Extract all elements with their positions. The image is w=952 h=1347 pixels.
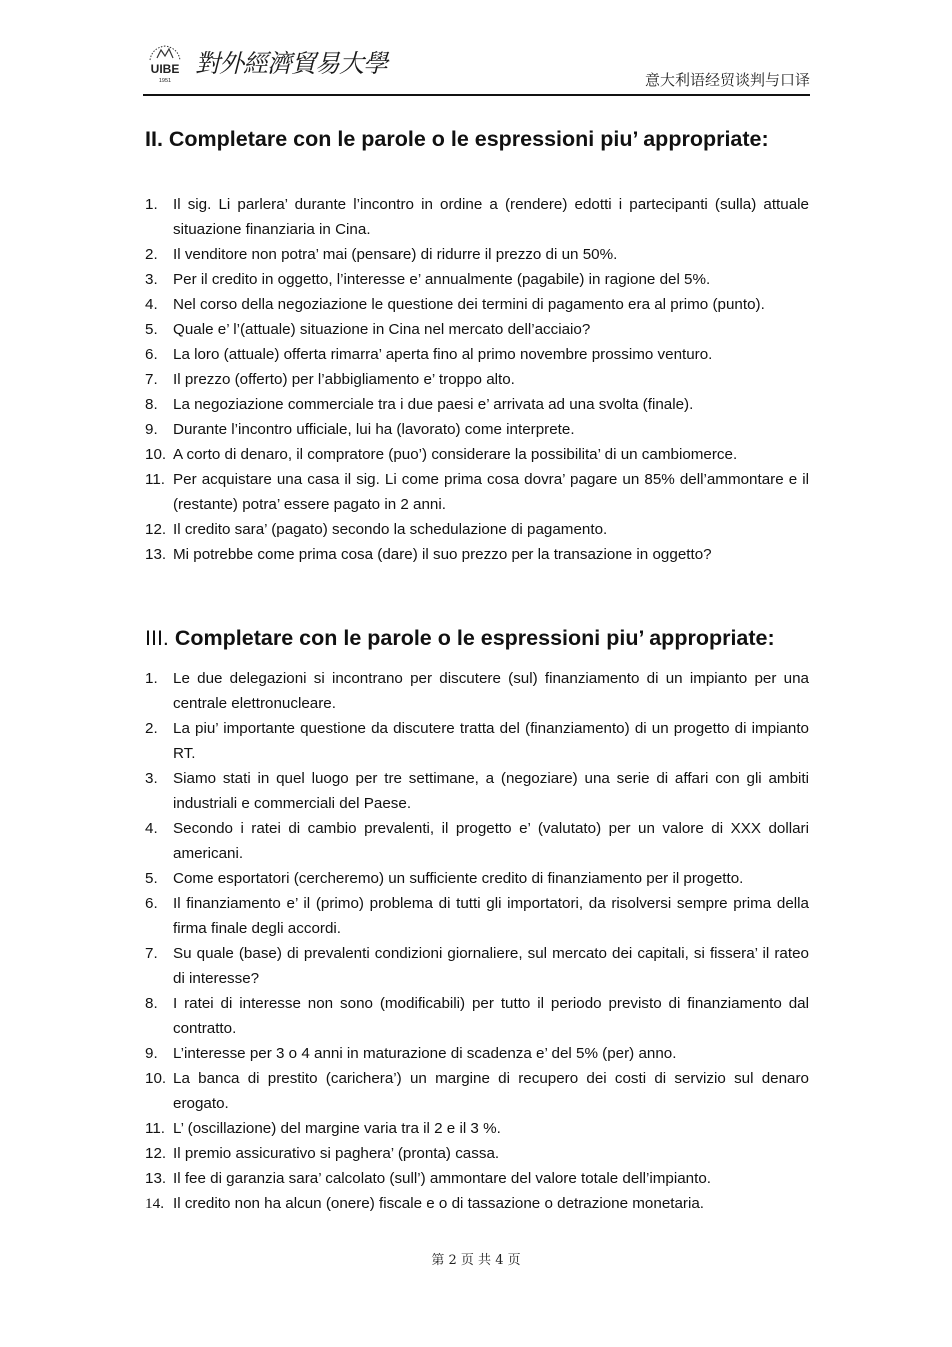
item-text: Le due delegazioni si incontrano per discutere (sul) finanziamento di un impianto per una centrale elettronucleare. [173,670,809,712]
list-item [145,666,809,716]
list-item [145,392,809,417]
list-item [145,517,809,542]
item-text: Il credito non ha alcun (onere) fiscale e o di tassazione o detrazione monetaria. [173,1195,705,1212]
list-item [145,1041,809,1066]
item-text: Quale e’ l’(attuale) situazione in Cina nel mercato dell’acciaio? [173,321,591,338]
section-3-list [145,666,809,1216]
item-text: Il sig. Li parlera’ durante l’incontro in ordine a (rendere) edotti i partecipanti (sulla) attuale situazione finanziaria in Cina. [173,196,809,238]
item-number: 3. [145,271,158,288]
list-item [145,716,809,766]
section-3-title [145,626,775,651]
section-3-title-text: Completare con le parole o le espressioni piu’ appropriate: [174,626,775,650]
item-number: 5. [145,870,158,887]
item-number: 12. [145,1145,167,1162]
list-item [145,991,809,1041]
item-text: Il venditore non potra’ mai (pensare) di ridurre il prezzo di un 50%. [173,246,618,263]
item-number: 2. [145,246,158,263]
section-2-list [145,192,809,567]
item-number: 13. [145,1170,167,1187]
list-item [145,1166,809,1191]
item-number: 1. [145,196,158,213]
list-item [145,1066,809,1116]
list-item [145,816,809,866]
list-item [145,866,809,891]
item-text: Il fee di garanzia sara’ calcolato (sull’) ammontare del valore totale dell’impianto. [173,1170,712,1187]
item-text: Siamo stati in quel luogo per tre settimane, a (negoziare) una serie di affari con gli ambiti industriali e commerciali del Paese. [173,770,809,812]
list-item [145,542,809,567]
item-number: 10. [145,1070,167,1087]
page-number-footer: 第 2 页 共 4 页 [431,1253,521,1268]
list-item [145,417,809,442]
page-header [143,38,810,96]
item-text: La loro (attuale) offerta rimarra’ aperta fino al primo novembre prossimo venturo. [173,346,713,363]
list-item [145,292,809,317]
list-item [145,242,809,267]
item-text: L’interesse per 3 o 4 anni in maturazione di scadenza e’ del 5% (per) anno. [173,1045,677,1062]
list-item [145,1116,809,1141]
list-item [145,1141,809,1166]
university-logo [143,40,187,84]
list-item [145,442,809,467]
list-item [145,941,809,991]
logo-text: UIBE [150,62,180,76]
item-text: Durante l’incontro ufficiale, lui ha (lavorato) come interprete. [173,421,575,438]
logo-year: 1951 [158,78,172,84]
item-text: La negoziazione commerciale tra i due paesi e’ arrivata ad una svolta (finale). [173,396,694,413]
item-number: 11. [145,471,165,488]
list-item [145,891,809,941]
item-number: 9. [145,1045,158,1062]
item-number: 7. [145,945,158,962]
item-number: 7. [145,371,158,388]
item-number: 6. [145,346,158,363]
item-text: Il finanziamento e’ il (primo) problema di tutti gli importatori, da risolversi sempre prima della firma finale degli accordi. [173,895,809,937]
list-item [145,367,809,392]
item-number: 8. [145,396,158,413]
list-item [145,317,809,342]
item-text: A corto di denaro, il compratore (puo’) considerare la possibilita’ di un cambiomerce. [173,446,738,463]
item-text: Secondo i ratei di cambio prevalenti, il progetto e’ (valutato) per un valore di XXX dollari americani. [173,820,809,862]
item-text: Mi potrebbe come prima cosa (dare) il suo prezzo per la transazione in oggetto? [173,546,712,563]
item-text: I ratei di interesse non sono (modificabili) per tutto il periodo previsto di finanziamento dal contratto. [173,995,809,1037]
list-item [145,342,809,367]
item-number: 6. [145,895,158,912]
list-item [145,192,809,242]
item-number: 10. [145,446,167,463]
item-text: Per il credito in oggetto, l’interesse e’ annualmente (pagabile) in ragione del 5%. [173,271,711,288]
item-number: 4. [145,296,158,313]
item-number: 4. [145,820,158,837]
item-text: La piu’ importante questione da discutere tratta del (finanziamento) di un progetto di impianto RT. [173,720,809,762]
item-number: 3. [145,770,158,787]
list-item [145,467,809,517]
item-number: 9. [145,421,158,438]
item-number: 1. [145,670,158,687]
item-text: Per acquistare una casa il sig. Li come prima cosa dovra’ pagare un 85% dell’ammontare e il (restante) potra’ essere pagato in 2 anni. [173,471,809,513]
item-number: 2. [145,720,158,737]
item-text: La banca di prestito (carichera’) un margine di recupero dei costi di servizio sul denaro erogato. [173,1070,809,1112]
item-number: 14. [145,1195,164,1212]
item-text: Su quale (base) di prevalenti condizioni giornaliere, sul mercato dei capitali, si fissera’ il rateo di interesse? [173,945,809,987]
list-item [145,1191,809,1216]
item-text: Il premio assicurativo si paghera’ (pronta) cassa. [173,1145,500,1162]
university-name-calligraphy: 對外經濟貿易大學 [195,49,388,78]
section-2-title: II. Completare con le parole o le espressioni piu’ appropriate: [145,127,769,151]
item-number: 12. [145,521,167,538]
item-text: L’ (oscillazione) del margine varia tra il 2 e il 3 %. [173,1120,501,1137]
item-text: Il prezzo (offerto) per l’abbigliamento e’ troppo alto. [173,371,515,388]
section-3-numeral: III. [145,626,169,650]
item-number: 5. [145,321,158,338]
item-number: 13. [145,546,167,563]
course-title: 意大利语经贸谈判与口译 [644,71,810,89]
item-number: 11. [145,1120,165,1137]
item-text: Nel corso della negoziazione le questione dei termini di pagamento era al primo (punto). [173,296,765,313]
list-item [145,766,809,816]
list-item [145,267,809,292]
item-text: Il credito sara’ (pagato) secondo la schedulazione di pagamento. [173,521,608,538]
item-text: Come esportatori (cercheremo) un sufficiente credito di finanziamento per il progetto. [173,870,744,887]
item-number: 8. [145,995,158,1012]
